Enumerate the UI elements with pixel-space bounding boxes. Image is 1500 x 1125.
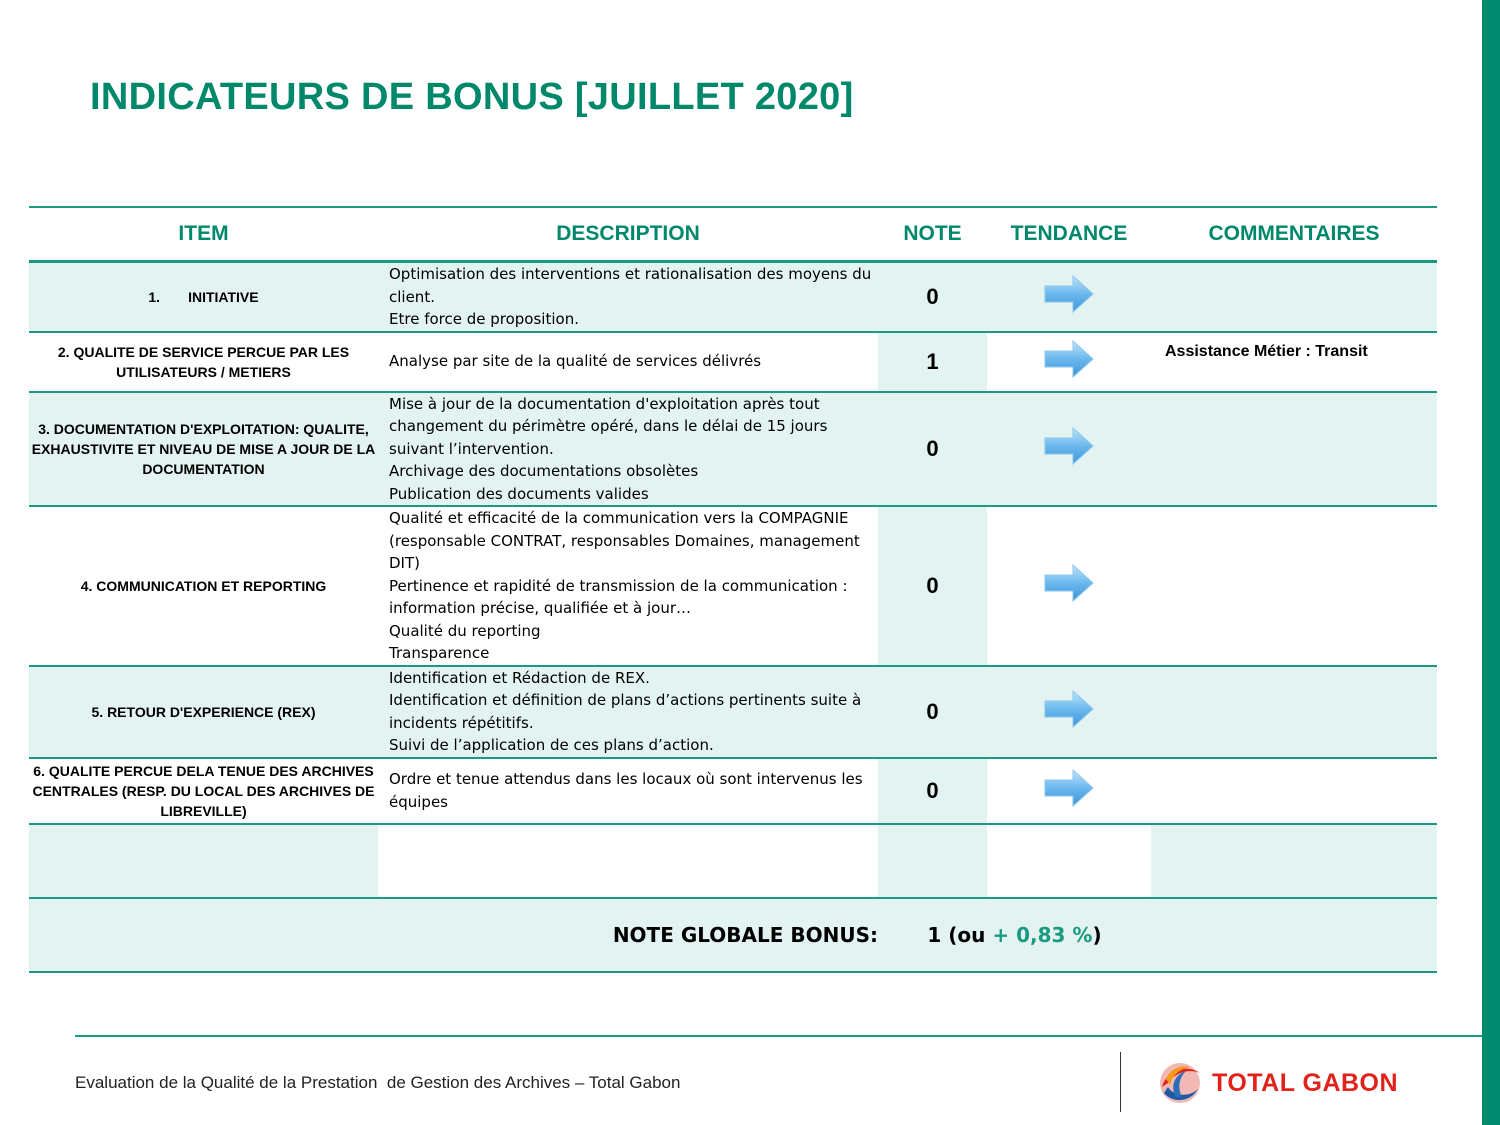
table-row [29,332,1437,392]
description-line: Analyse par site de la qualité de services délivrés [389,352,762,371]
logo-text: TOTAL GABON [1212,1069,1399,1097]
header-item: ITEM [29,207,378,262]
item-cell [29,262,378,332]
right-arrow-icon [1043,768,1095,808]
description-line: Pertinence et rapidité de transmission de la communication : information précise, qualifiée et à jour… [389,576,848,617]
description-line: Mise à jour de la documentation d'exploitation après tout changement du périmètre opéré, dans le délai de 15 jours suivant l’intervention. [389,394,828,458]
item-number: 1. [148,288,161,305]
page-title: INDICATEURS DE BONUS [JUILLET 2020] [90,76,854,118]
description-cell [378,262,878,332]
description-cell [378,666,878,758]
empty-cell [1151,898,1437,972]
comment-text [1151,393,1437,403]
note-value: 0 [878,666,987,758]
table-row [29,666,1437,758]
total-value-suffix: ) [1092,922,1102,947]
description-cell [378,392,878,507]
comment-text [1151,507,1437,517]
description-line: Optimisation des interventions et rationalisation des moyens du client. [389,265,872,306]
item-label: 5. RETOUR D'EXPERIENCE (REX) [91,703,316,720]
header-commentaires: COMMENTAIRES [1151,207,1437,262]
comment-cell [1151,262,1437,332]
description-cell [378,506,878,666]
table-header-row [29,207,1437,262]
description-line: Ordre et tenue attendus dans les locaux où sont intervenus les équipes [389,770,863,811]
item-cell [29,758,378,824]
description-cell [378,332,878,392]
trend-cell [987,332,1151,392]
description-line: Transparence [389,644,490,662]
right-arrow-icon [1043,274,1095,314]
empty-cell [878,824,987,898]
footer-divider [75,1035,1482,1037]
table-row [29,392,1437,507]
right-arrow-icon [1043,689,1095,729]
table-row [29,758,1437,824]
trend-cell [987,262,1151,332]
comment-text [1151,667,1437,677]
note-value: 0 [878,392,987,507]
trend-cell [987,666,1151,758]
note-value: 0 [878,506,987,666]
comment-cell [1151,392,1437,507]
trend-cell [987,392,1151,507]
description-line: Identification et définition de plans d’actions pertinents suite à incidents répétitifs. [389,691,862,732]
comment-text [1151,263,1437,273]
total-value-percent: + 0,83 % [992,922,1093,947]
header-tendance: TENDANCE [987,207,1151,262]
trend-cell [987,758,1151,824]
item-cell [29,392,378,507]
table-row [29,262,1437,332]
right-arrow-icon [1043,563,1095,603]
description-line: Suivi de l’application de ces plans d’action. [389,736,714,754]
description-line: Identification et Rédaction de REX. [389,668,650,687]
description-line: Publication des documents valides [389,484,649,503]
item-cell [29,332,378,392]
item-cell [29,506,378,666]
empty-table-row [29,824,1437,898]
trend-cell [987,506,1151,666]
empty-cell [987,824,1151,898]
item-label: 2. QUALITE DE SERVICE PERCUE PAR LES UTILISATEURS / METIERS [57,343,350,380]
total-gabon-logo [1156,1057,1426,1109]
bonus-table [29,206,1437,973]
comment-text: Assistance Métier : Transit [1165,342,1368,360]
description-line: Etre force de proposition. [389,310,579,328]
description-line: Qualité et efficacité de la communication vers la COMPAGNIE (responsable CONTRAT, responsables Domaines, management DIT) [389,509,860,572]
note-value: 1 [878,332,987,392]
description-line: Archivage des documentations obsolètes [389,462,699,480]
header-description: DESCRIPTION [378,207,878,262]
item-cell [29,666,378,758]
footer-separator [1120,1052,1121,1112]
footer-text: Evaluation de la Qualité de la Prestation de Gestion des Archives – Total Gabon [75,1073,681,1092]
item-label: INITIATIVE [188,288,259,305]
note-value: 0 [878,758,987,824]
comment-text [1151,759,1437,769]
comment-cell [1151,332,1437,392]
table-row [29,506,1437,666]
total-value [878,898,1151,972]
total-value-prefix: 1 (ou [927,922,993,947]
right-arrow-icon [1043,339,1095,379]
total-row [29,898,1437,972]
total-label: NOTE GLOBALE BONUS: [29,898,878,972]
item-label: 3. DOCUMENTATION D'EXPLOITATION: QUALITE, EXHAUSTIVITE ET NIVEAU DE MISE A JOUR DE LA DOCUMENTATION [31,420,376,477]
empty-cell [378,824,878,898]
item-label: 4. COMMUNICATION ET REPORTING [80,577,327,594]
comment-cell [1151,666,1437,758]
description-line: Qualité du reporting [389,621,541,640]
empty-cell [29,824,378,898]
note-value: 0 [878,262,987,332]
empty-cell [1151,824,1437,898]
right-accent-bar [1482,0,1500,1125]
total-logo-icon [1156,1057,1206,1109]
comment-cell [1151,506,1437,666]
comment-cell [1151,758,1437,824]
header-note: NOTE [878,207,987,262]
description-cell [378,758,878,824]
right-arrow-icon [1043,426,1095,466]
item-label: 6. QUALITE PERCUE DELA TENUE DES ARCHIVES CENTRALES (RESP. DU LOCAL DES ARCHIVES DE LIBREVILLE) [32,762,375,819]
